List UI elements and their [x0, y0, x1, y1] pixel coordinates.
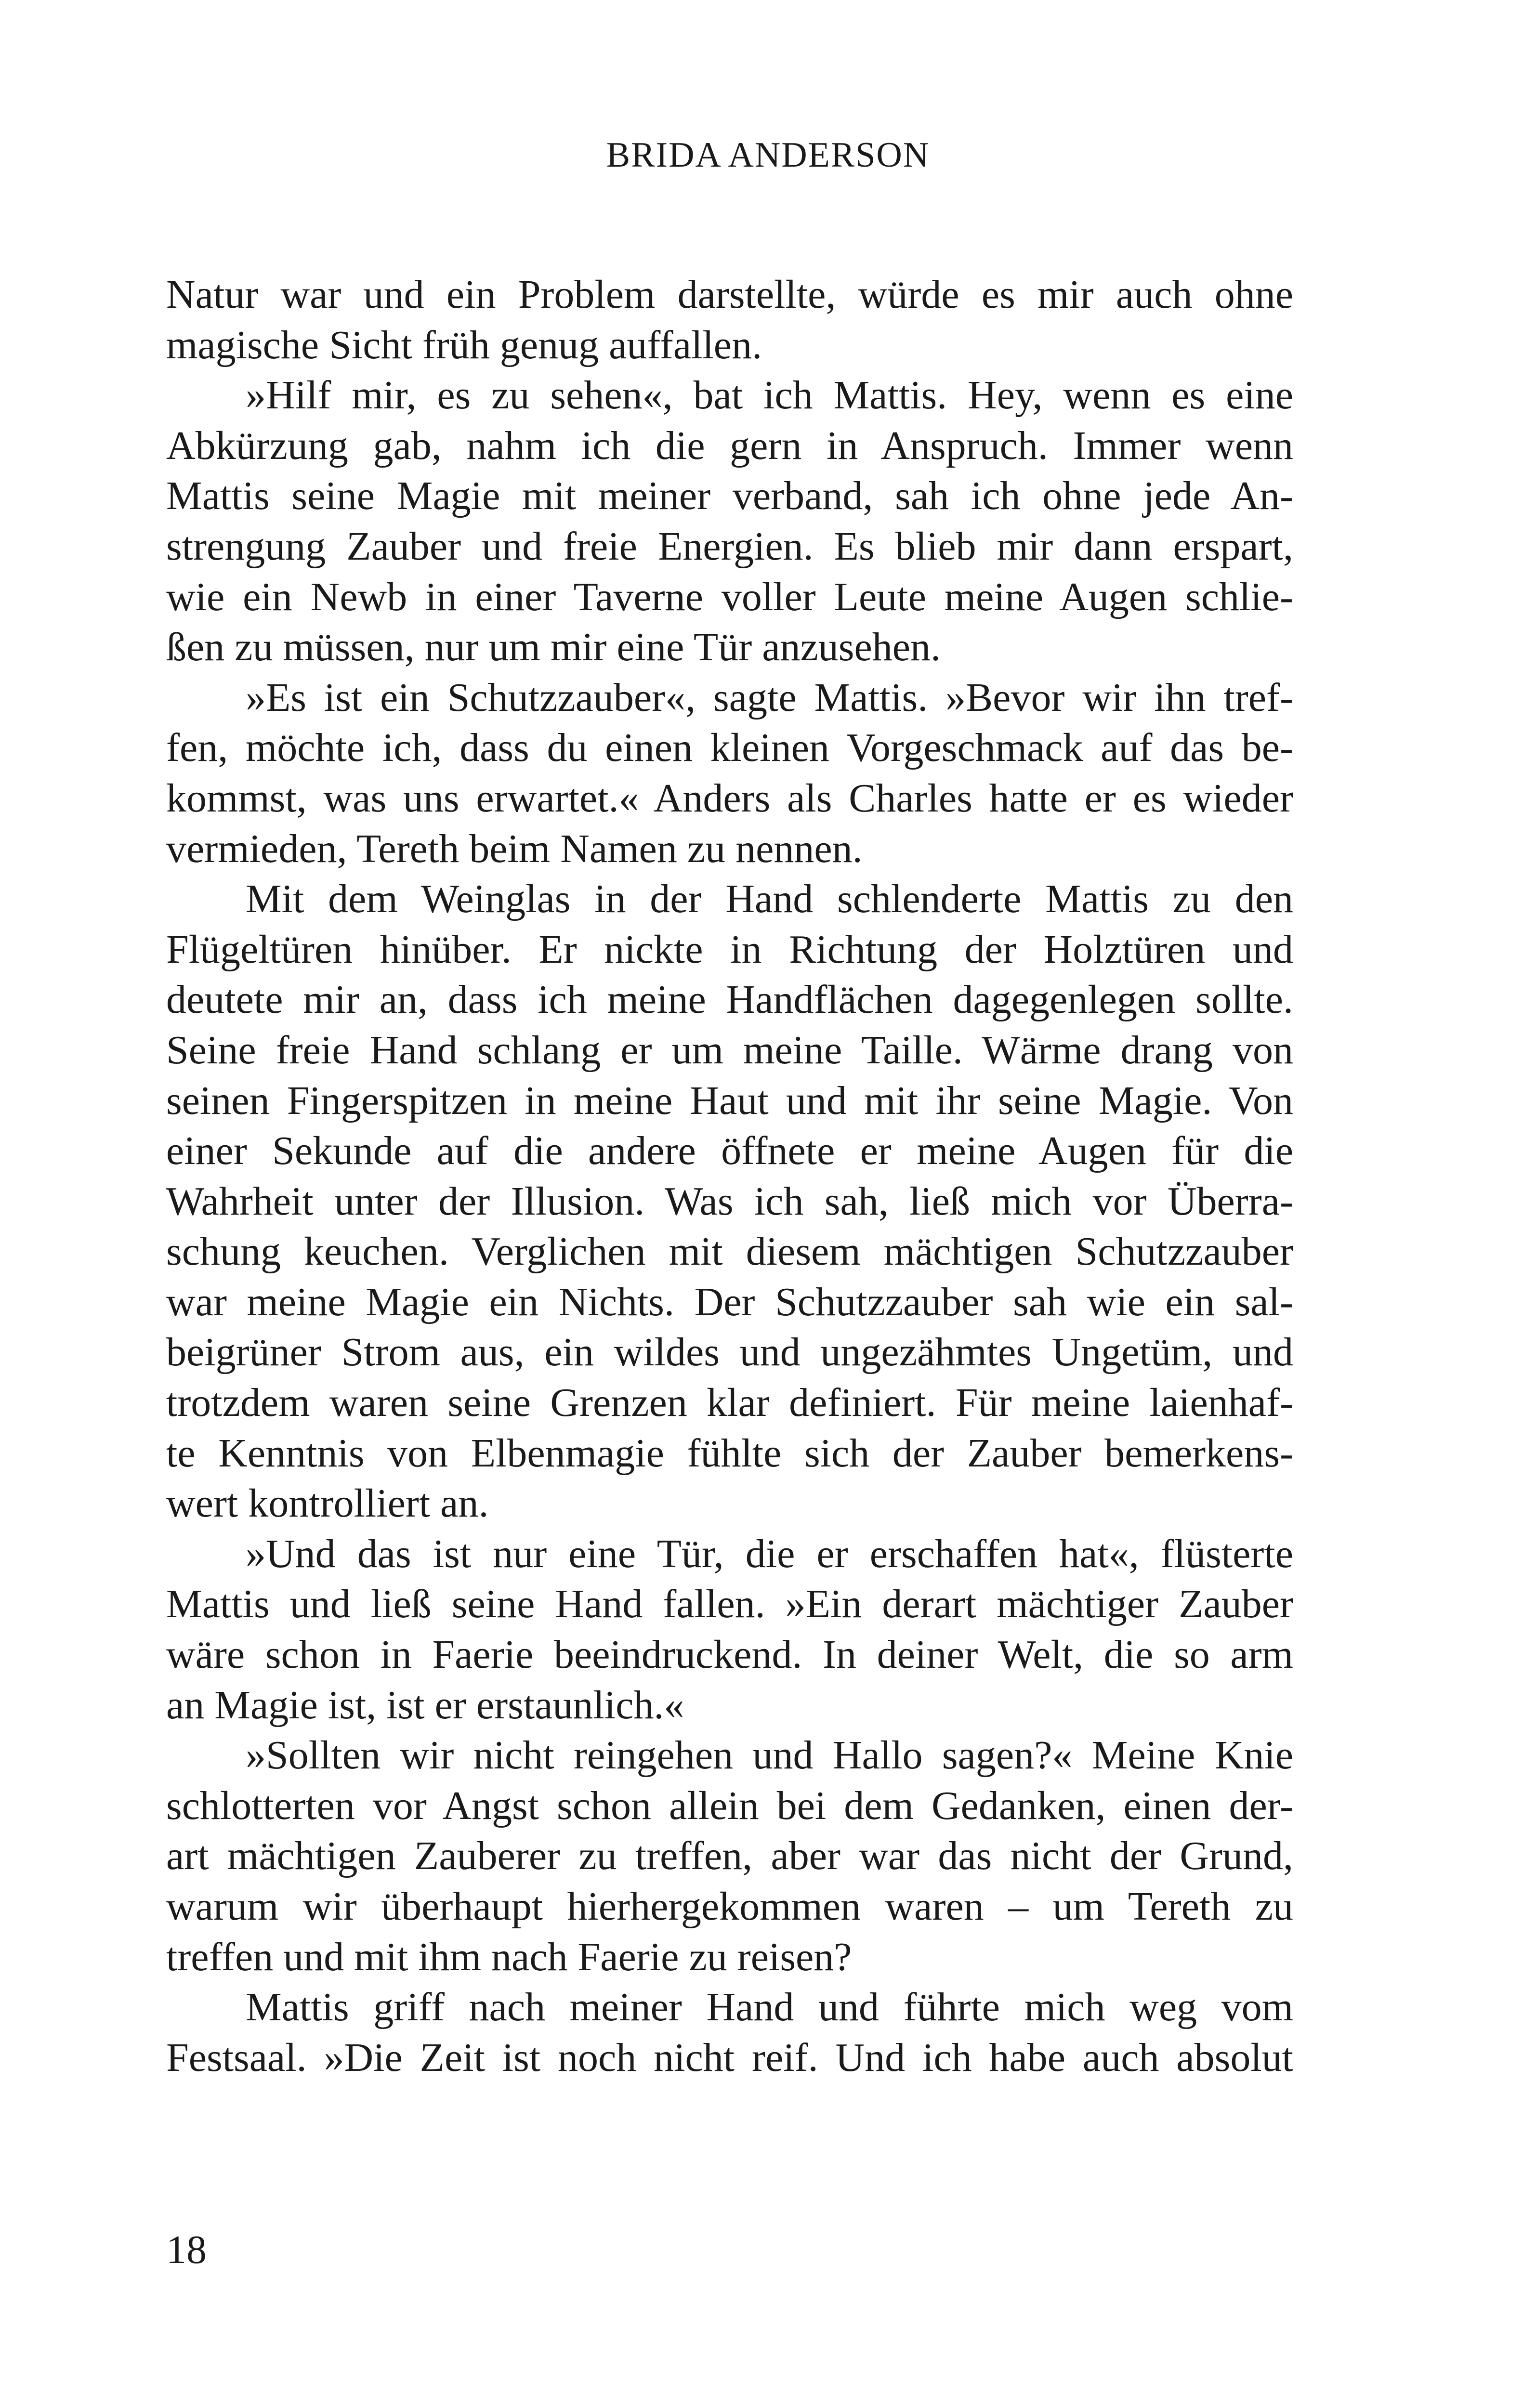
text-line: Festsaal. »Die Zeit ist noch nicht reif. Und ich habe auch absolut — [166, 2035, 1293, 2080]
text-line: war meine Magie ein Nichts. Der Schutzzauber sah wie ein sal- — [166, 1279, 1293, 1324]
text-line: vermieden, Tereth beim Namen zu nennen. — [166, 826, 863, 871]
text-line: art mächtigen Zauberer zu treffen, aber war das nicht der Grund, — [166, 1833, 1293, 1879]
text-line: wie ein Newb in einer Taverne voller Leute meine Augen schlie- — [166, 574, 1293, 619]
text-line: fen, möchte ich, dass du einen kleinen Vorgeschmack auf das be- — [166, 725, 1293, 771]
text-line: beigrüner Strom aus, ein wildes und ungezähmtes Ungetüm, und — [166, 1330, 1293, 1375]
text-line: kommst, was uns erwartet.« Anders als Charles hatte er es wieder — [166, 775, 1293, 821]
text-line: Flügeltüren hinüber. Er nickte in Richtung der Holztüren und — [166, 927, 1293, 972]
text-line: warum wir überhaupt hierhergekommen waren – um Tereth zu — [166, 1884, 1293, 1929]
text-line: magische Sicht früh genug auffallen. — [166, 322, 762, 367]
text-line: Natur war und ein Problem darstellte, würde es mir auch ohne — [166, 272, 1293, 317]
text-line: trotzdem waren seine Grenzen klar definiert. Für meine laienhaf- — [166, 1380, 1293, 1426]
text-line: einer Sekunde auf die andere öffnete er meine Augen für die — [166, 1128, 1293, 1174]
text-line: schung keuchen. Verglichen mit diesem mächtigen Schutzzauber — [166, 1229, 1293, 1274]
running-head: BRIDA ANDERSON — [606, 135, 930, 175]
text-line: Mattis und ließ seine Hand fallen. »Ein derart mächtiger Zauber — [166, 1582, 1293, 1627]
body-text — [166, 270, 1293, 2083]
text-line: »Und das ist nur eine Tür, die er erschaffen hat«, flüsterte — [246, 1531, 1293, 1576]
text-line: deutete mir an, dass ich meine Handflächen dagegenlegen sollte. — [166, 977, 1293, 1022]
text-line: Seine freie Hand schlang er um meine Taille. Wärme drang von — [166, 1027, 1293, 1073]
text-line: te Kenntnis von Elbenmagie fühlte sich der Zauber bemerkens- — [166, 1430, 1293, 1476]
text-line: Wahrheit unter der Illusion. Was ich sah, ließ mich vor Überra- — [166, 1178, 1293, 1224]
text-line: treffen und mit ihm nach Faerie zu reisen? — [166, 1934, 852, 1979]
text-line: an Magie ist, ist er erstaunlich.« — [166, 1682, 684, 1727]
text-line: Abkürzung gab, nahm ich die gern in Anspruch. Immer wenn — [166, 423, 1293, 468]
text-line: Mattis griff nach meiner Hand und führte mich weg vom — [246, 1985, 1293, 2030]
text-line: wert kontrolliert an. — [166, 1481, 489, 1526]
text-line: schlotterten vor Angst schon allein bei dem Gedanken, einen der- — [166, 1783, 1293, 1828]
text-line: Mattis seine Magie mit meiner verband, sah ich ohne jede An- — [166, 473, 1293, 519]
text-line: strengung Zauber und freie Energien. Es blieb mir dann erspart, — [166, 523, 1293, 569]
text-line: »Hilf mir, es zu sehen«, bat ich Mattis. Hey, wenn es eine — [246, 373, 1293, 418]
text-line: »Sollten wir nicht reingehen und Hallo sagen?« Meine Knie — [246, 1733, 1293, 1778]
text-line: Mit dem Weinglas in der Hand schlenderte Mattis zu den — [246, 877, 1293, 922]
text-line: seinen Fingerspitzen in meine Haut und mit ihr seine Magie. Von — [166, 1078, 1293, 1123]
text-line: ßen zu müssen, nur um mir eine Tür anzusehen. — [166, 625, 941, 670]
page-number: 18 — [166, 2227, 207, 2272]
text-line: wäre schon in Faerie beeindruckend. In deiner Welt, die so arm — [166, 1632, 1293, 1677]
text-line: »Es ist ein Schutzzauber«, sagte Mattis. »Bevor wir ihn tref- — [246, 675, 1293, 720]
